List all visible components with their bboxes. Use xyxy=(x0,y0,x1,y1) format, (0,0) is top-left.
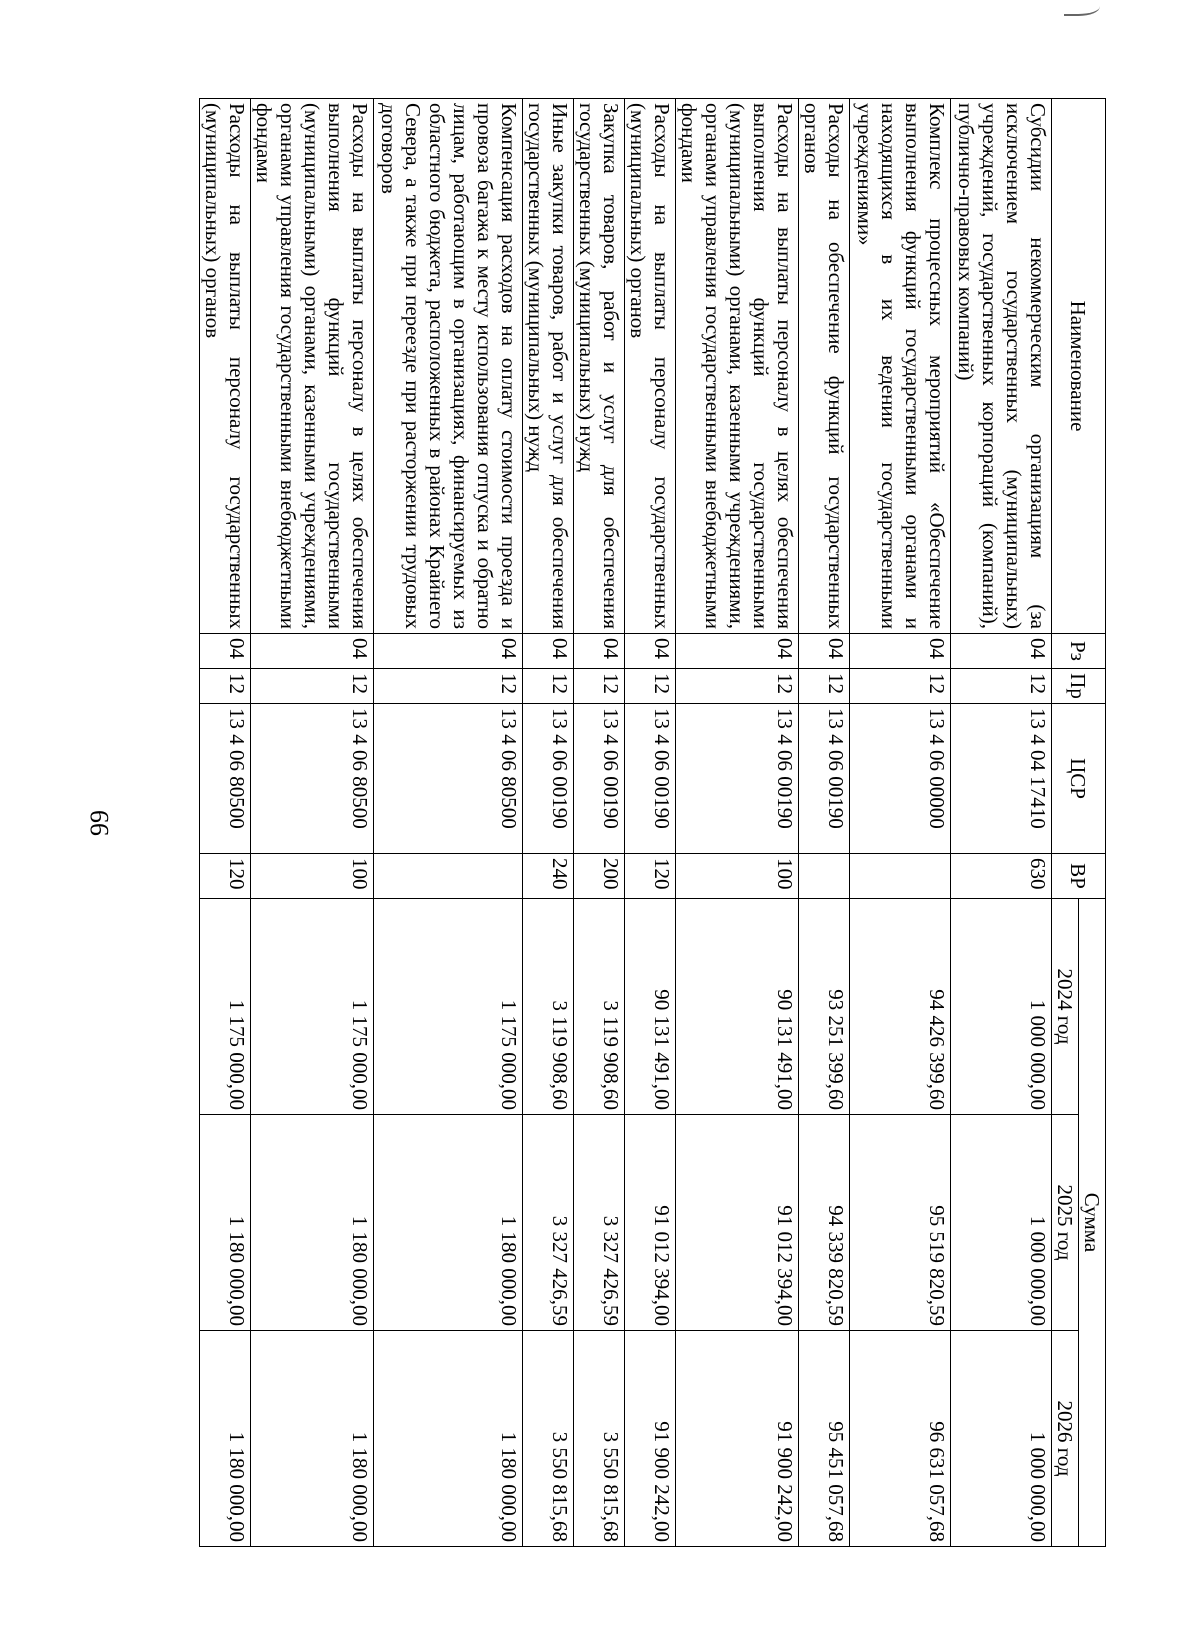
row-name: Расходы на выплаты персоналу в целях обеспечения выполнения функций государственными (муниципальными) органами, казенными учреждениями, органами управления государственными внебюджетными фондами xyxy=(676,99,799,634)
row-name: Расходы на выплаты персоналу в целях обеспечения выполнения функций государственными (муниципальными) органами, казенными учреждениями, органами управления государственными внебюджетными фондами xyxy=(251,99,374,634)
table-row xyxy=(850,99,951,1547)
row-sum-2026: 95 451 057,68 xyxy=(799,1331,850,1547)
row-sum-2024: 1 175 000,00 xyxy=(251,899,374,1115)
row-sum-2026: 1 000 000,00 xyxy=(951,1331,1052,1547)
row-vr: 100 xyxy=(251,854,374,899)
row-csr: 13 4 06 00000 xyxy=(850,704,951,854)
row-rz: 04 xyxy=(625,634,676,669)
row-csr: 13 4 06 00190 xyxy=(676,704,799,854)
row-vr: 120 xyxy=(625,854,676,899)
row-sum-2024: 1 000 000,00 xyxy=(951,899,1052,1115)
row-name: Расходы на обеспечение функций государственных органов xyxy=(799,99,850,634)
row-sum-2025: 3 327 426,59 xyxy=(523,1115,574,1331)
rotated-page-content xyxy=(179,98,1106,1546)
row-sum-2025: 3 327 426,59 xyxy=(574,1115,625,1331)
header-vr: ВР xyxy=(1052,854,1106,899)
table-row xyxy=(251,99,374,1547)
row-pr: 12 xyxy=(251,669,374,704)
row-pr: 12 xyxy=(625,669,676,704)
row-csr: 13 4 04 17410 xyxy=(951,704,1052,854)
row-sum-2026: 1 180 000,00 xyxy=(200,1331,251,1547)
table-row xyxy=(951,99,1052,1547)
header-year-2024: 2024 год xyxy=(1052,899,1079,1115)
row-name: Компенсация расходов на оплату стоимости проезда и провоза багажа к месту использования отпуска и обратно лицам, работающим в организациях, финансируемых из областного бюджета, расположенных в районах Крайнего Севера, а также при переезде при расторжении трудовых договоров xyxy=(374,99,523,634)
row-pr: 12 xyxy=(374,669,523,704)
table-header-row xyxy=(1079,99,1106,1547)
row-sum-2025: 1 000 000,00 xyxy=(951,1115,1052,1331)
row-sum-2025: 91 012 394,00 xyxy=(625,1115,676,1331)
row-csr: 13 4 06 80500 xyxy=(374,704,523,854)
table-row xyxy=(676,99,799,1547)
header-year-2025: 2025 год xyxy=(1052,1115,1079,1331)
row-sum-2025: 1 180 000,00 xyxy=(200,1115,251,1331)
row-vr: 200 xyxy=(574,854,625,899)
row-rz: 04 xyxy=(251,634,374,669)
row-name: Закупка товаров, работ и услуг для обеспечения государственных (муниципальных) нужд xyxy=(574,99,625,634)
table-row xyxy=(374,99,523,1547)
row-sum-2025: 1 180 000,00 xyxy=(374,1115,523,1331)
row-pr: 12 xyxy=(850,669,951,704)
row-sum-2024: 3 119 908,60 xyxy=(523,899,574,1115)
header-sum: Сумма xyxy=(1079,899,1106,1547)
row-rz: 04 xyxy=(676,634,799,669)
row-rz: 04 xyxy=(951,634,1052,669)
row-rz: 04 xyxy=(523,634,574,669)
row-sum-2025: 94 339 820,59 xyxy=(799,1115,850,1331)
row-sum-2024: 3 119 908,60 xyxy=(574,899,625,1115)
row-rz: 04 xyxy=(574,634,625,669)
row-name: Комплекс процессных мероприятий «Обеспечение выполнения функций государственными органами и находящихся в их ведении государственными учреждениями» xyxy=(850,99,951,634)
row-csr: 13 4 06 00190 xyxy=(625,704,676,854)
table-row xyxy=(625,99,676,1547)
row-rz: 04 xyxy=(374,634,523,669)
row-sum-2024: 1 175 000,00 xyxy=(200,899,251,1115)
row-vr xyxy=(374,854,523,899)
row-sum-2026: 91 900 242,00 xyxy=(625,1331,676,1547)
row-pr: 12 xyxy=(951,669,1052,704)
row-pr: 12 xyxy=(574,669,625,704)
row-name: Субсидии некоммерческим организациям (за исключением государственных (муниципальных) учреждений, государственных корпораций (компаний), публично-правовых компаний) xyxy=(951,99,1052,634)
row-sum-2026: 3 550 815,68 xyxy=(574,1331,625,1547)
row-vr: 100 xyxy=(676,854,799,899)
row-vr: 630 xyxy=(951,854,1052,899)
row-sum-2026: 91 900 242,00 xyxy=(676,1331,799,1547)
row-sum-2025: 91 012 394,00 xyxy=(676,1115,799,1331)
row-sum-2024: 94 426 399,60 xyxy=(850,899,951,1115)
row-sum-2024: 93 251 399,60 xyxy=(799,899,850,1115)
row-pr: 12 xyxy=(523,669,574,704)
row-rz: 04 xyxy=(200,634,251,669)
scan-corner-mark xyxy=(1064,0,1100,16)
table-row xyxy=(523,99,574,1547)
row-pr: 12 xyxy=(200,669,251,704)
row-csr: 13 4 06 00190 xyxy=(574,704,625,854)
table-row xyxy=(200,99,251,1547)
row-name: Иные закупки товаров, работ и услуг для обеспечения государственных (муниципальных) нужд xyxy=(523,99,574,634)
row-csr: 13 4 06 80500 xyxy=(200,704,251,854)
row-vr xyxy=(799,854,850,899)
row-pr: 12 xyxy=(676,669,799,704)
row-sum-2024: 90 131 491,00 xyxy=(625,899,676,1115)
row-sum-2024: 1 175 000,00 xyxy=(374,899,523,1115)
row-pr: 12 xyxy=(799,669,850,704)
table-row xyxy=(799,99,850,1547)
budget-table xyxy=(199,98,1106,1547)
row-name: Расходы на выплаты персоналу государственных (муниципальных) органов xyxy=(625,99,676,634)
row-name: Расходы на выплаты персоналу государственных (муниципальных) органов xyxy=(200,99,251,634)
row-sum-2026: 96 631 057,68 xyxy=(850,1331,951,1547)
row-csr: 13 4 06 00190 xyxy=(799,704,850,854)
header-name: Наименование xyxy=(1052,99,1106,634)
row-vr xyxy=(850,854,951,899)
row-sum-2026: 3 550 815,68 xyxy=(523,1331,574,1547)
header-csr: ЦСР xyxy=(1052,704,1106,854)
row-vr: 240 xyxy=(523,854,574,899)
header-year-2026: 2026 год xyxy=(1052,1331,1079,1547)
table-row xyxy=(574,99,625,1547)
row-rz: 04 xyxy=(850,634,951,669)
row-csr: 13 4 06 80500 xyxy=(251,704,374,854)
header-rz: Рз xyxy=(1052,634,1106,669)
row-sum-2026: 1 180 000,00 xyxy=(374,1331,523,1547)
header-pr: Пр xyxy=(1052,669,1106,704)
row-vr: 120 xyxy=(200,854,251,899)
row-sum-2025: 1 180 000,00 xyxy=(251,1115,374,1331)
row-sum-2024: 90 131 491,00 xyxy=(676,899,799,1115)
row-sum-2025: 95 519 820,59 xyxy=(850,1115,951,1331)
row-sum-2026: 1 180 000,00 xyxy=(251,1331,374,1547)
row-csr: 13 4 06 00190 xyxy=(523,704,574,854)
row-rz: 04 xyxy=(799,634,850,669)
page-number: 99 xyxy=(85,810,114,836)
